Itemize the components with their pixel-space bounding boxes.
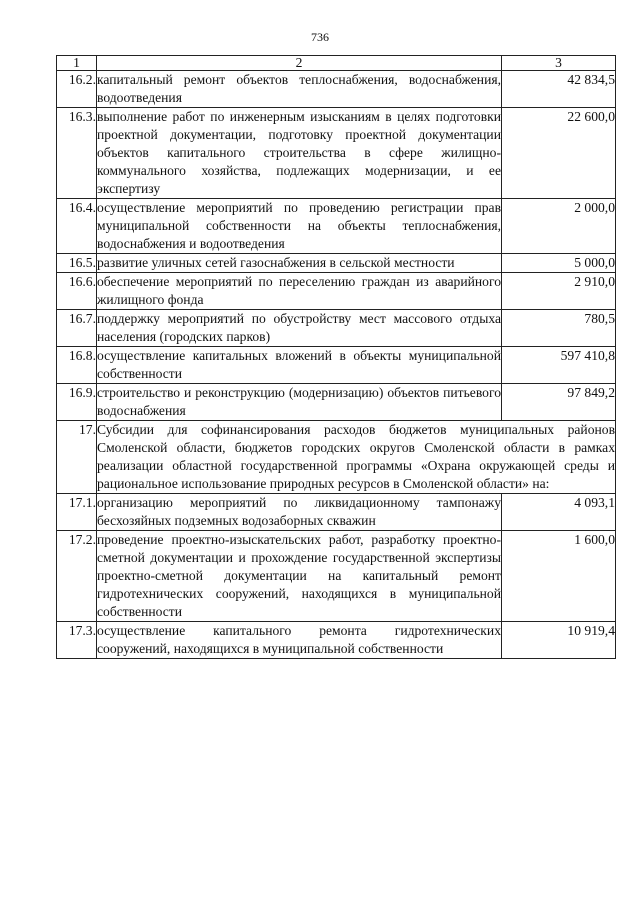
row-number: 16.8. [57,347,97,384]
row-description: строительство и реконструкцию (модернизацию) объектов питьевого водоснабжения [97,384,502,421]
row-amount: 597 410,8 [502,347,616,384]
table-row [57,310,616,347]
row-amount: 2 910,0 [502,273,616,310]
table-header-row [57,56,616,71]
section-description: Субсидии для софинансирования расходов бюджетов муниципальных районов Смоленской области, бюджетов городских округов Смоленской области в рамках реализации областной государственной программы «Охрана окружающей среды и рациональное использование природных ресурсов в Смоленской области» на: [97,421,616,494]
row-number: 16.5. [57,254,97,273]
row-number: 16.4. [57,199,97,254]
row-number: 16.2. [57,71,97,108]
table-row [57,347,616,384]
row-description: выполнение работ по инженерным изысканиям в целях подготовки проектной документации, подготовку проектной документации объектов капитального строительства в сфере жилищно-коммунального хозяйства, подлежащих модернизации, и ее экспертизу [97,108,502,199]
row-description: капитальный ремонт объектов теплоснабжения, водоснабжения, водоотведения [97,71,502,108]
table-row [57,384,616,421]
row-number: 17.3. [57,622,97,659]
row-amount: 1 600,0 [502,531,616,622]
header-col-2: 2 [97,56,502,71]
row-number: 17.1. [57,494,97,531]
table-row [57,71,616,108]
row-number: 16.3. [57,108,97,199]
table-row [57,273,616,310]
section-row [57,421,616,494]
table-row [57,494,616,531]
row-description: организацию мероприятий по ликвидационному тампонажу бесхозяйных подземных водозаборных скважин [97,494,502,531]
budget-table [56,55,616,659]
table-row [57,622,616,659]
row-number: 16.7. [57,310,97,347]
table-row [57,254,616,273]
row-description: осуществление капитального ремонта гидротехнических сооружений, находящихся в муниципальной собственности [97,622,502,659]
row-number: 16.6. [57,273,97,310]
row-amount: 42 834,5 [502,71,616,108]
row-amount: 10 919,4 [502,622,616,659]
row-number: 17.2. [57,531,97,622]
row-description: проведение проектно-изыскательских работ, разработку проектно-сметной документации и прохождение государственной экспертизы проектно-сметной документации на капитальный ремонт гидротехнических сооружений, находящихся в муниципальной собственности [97,531,502,622]
table-row [57,199,616,254]
row-amount: 5 000,0 [502,254,616,273]
header-col-1: 1 [57,56,97,71]
row-description: развитие уличных сетей газоснабжения в сельской местности [97,254,502,273]
row-description: осуществление капитальных вложений в объекты муниципальной собственности [97,347,502,384]
row-amount: 2 000,0 [502,199,616,254]
row-description: осуществление мероприятий по проведению регистрации прав муниципальной собственности на объекты теплоснабжения, водоснабжения и водоотведения [97,199,502,254]
row-description: поддержку мероприятий по обустройству мест массового отдыха населения (городских парков) [97,310,502,347]
header-col-3: 3 [502,56,616,71]
row-amount: 22 600,0 [502,108,616,199]
row-description: обеспечение мероприятий по переселению граждан из аварийного жилищного фонда [97,273,502,310]
row-amount: 780,5 [502,310,616,347]
table-row [57,531,616,622]
row-amount: 4 093,1 [502,494,616,531]
row-number: 16.9. [57,384,97,421]
section-number: 17. [57,421,97,494]
page-number: 736 [311,30,329,44]
table-row [57,108,616,199]
row-amount: 97 849,2 [502,384,616,421]
